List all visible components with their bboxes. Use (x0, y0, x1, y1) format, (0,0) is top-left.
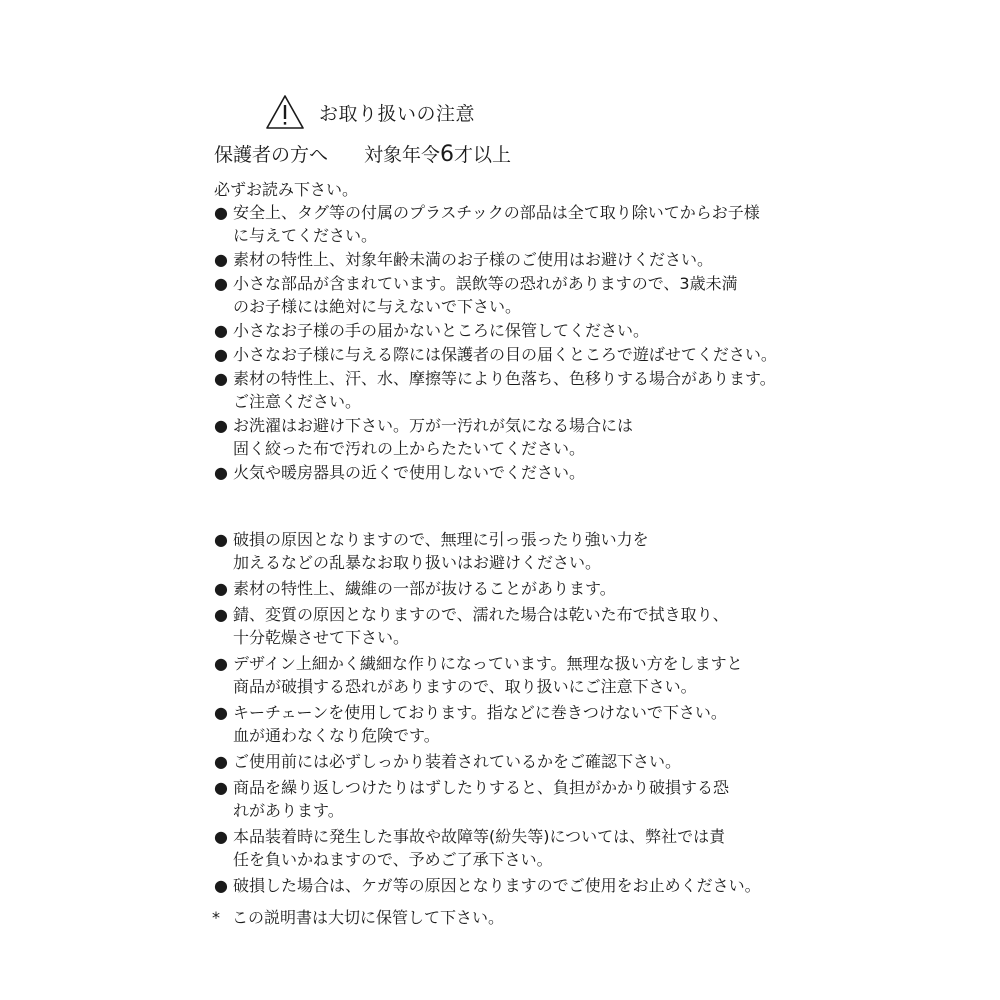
caution-item (214, 461, 777, 484)
caution-line: 商品が破損する恐れがありますので、取り扱いにご注意下さい。 (233, 677, 697, 696)
caution-line: 小さなお子様の手の届かないところに保管してください。 (233, 321, 650, 340)
footer-note (212, 905, 504, 928)
caution-item (214, 701, 761, 747)
bullet-icon: ● (214, 605, 228, 624)
caution-line: のお子様には絶対に与えないで下さい。 (233, 297, 522, 316)
caution-line: デザイン上細かく繊細な作りになっています。無理な扱い方をしますと (233, 654, 743, 673)
bullet-icon: ● (214, 463, 228, 482)
caution-line: 加えるなどの乱暴なお取り扱いはお避けください。 (233, 553, 602, 572)
guardian-label: 保護者の方へ (214, 144, 329, 166)
caution-line: 素材の特性上、汗、水、摩擦等により色落ち、色移りする場合があります。 (233, 369, 776, 388)
caution-line: に与えてください。 (233, 226, 378, 245)
bullet-icon: ● (214, 752, 228, 771)
caution-line: 素材の特性上、対象年齢未満のお子様のご使用はお避けください。 (233, 250, 714, 269)
caution-item-text (233, 248, 777, 271)
page-title: お取り扱いの注意 (319, 102, 476, 125)
caution-item (214, 414, 777, 460)
caution-line: 素材の特性上、繊維の一部が抜けることがあります。 (233, 579, 616, 598)
bullet-icon: ● (214, 654, 228, 673)
target-age-suffix: 才以上 (454, 144, 512, 166)
caution-item (214, 319, 777, 342)
caution-line: 錆、変質の原因となりますので、濡れた場合は乾いた布で拭き取り、 (233, 605, 729, 624)
bullet-icon: ● (214, 345, 228, 364)
caution-item (214, 874, 761, 897)
caution-line: 破損の原因となりますので、無理に引っ張ったり強い力を (233, 530, 649, 549)
caution-line: 任を負いかねますので、予めご了承下さい。 (233, 850, 553, 869)
caution-item-text (233, 367, 777, 413)
bullet-icon: ● (214, 321, 228, 340)
bullet-icon: ● (214, 274, 228, 293)
caution-line: 血が通わなくなり危険です。 (233, 726, 440, 745)
caution-item-text (233, 874, 761, 897)
bullet-icon: ● (214, 703, 228, 722)
caution-item-text (233, 750, 761, 773)
caution-item-text (233, 701, 761, 747)
title-row (265, 92, 475, 132)
caution-item (214, 776, 761, 822)
footer-asterisk: * (212, 908, 220, 927)
caution-line: 商品を繰り返しつけたりはずしたりすると、負担がかかり破損する恐 (233, 778, 730, 797)
bullet-icon: ● (214, 250, 228, 269)
caution-item (214, 577, 761, 600)
caution-line: 固く絞った布で汚れの上からたたいてください。 (233, 439, 586, 458)
caution-item-text (233, 776, 761, 822)
caution-item (214, 750, 761, 773)
bullet-icon: ● (214, 876, 228, 895)
bullet-icon: ● (214, 369, 228, 388)
guardian-notice (214, 140, 511, 167)
caution-item (214, 248, 777, 271)
caution-item (214, 343, 777, 366)
bullet-icon: ● (214, 203, 228, 222)
caution-item (214, 603, 761, 649)
caution-line: 破損した場合は、ケガ等の原因となりますのでご使用をお止めください。 (233, 876, 761, 895)
target-age-label (364, 144, 511, 166)
caution-item-text (233, 528, 761, 574)
caution-line: れがあります。 (233, 801, 344, 820)
caution-item (214, 652, 761, 698)
caution-item-text (233, 825, 761, 871)
caution-item-text (233, 272, 777, 318)
caution-list-handling (214, 528, 761, 900)
intro-text: 必ずお読み下さい。 (214, 180, 359, 199)
caution-item-text (233, 461, 777, 484)
caution-line: ご使用前には必ずしっかり装着されているかをご確認下さい。 (233, 752, 682, 771)
footer-text: この説明書は大切に保管して下さい。 (232, 908, 505, 927)
target-age-number: 6 (440, 142, 455, 167)
caution-item-text (233, 414, 777, 460)
caution-item (214, 272, 777, 318)
caution-item (214, 367, 777, 413)
bullet-icon: ● (214, 530, 228, 549)
caution-item (214, 825, 761, 871)
target-age-prefix: 対象年令 (364, 144, 441, 166)
caution-item-text (233, 577, 761, 600)
caution-line: お洗濯はお避け下さい。万が一汚れが気になる場合には (233, 416, 634, 435)
caution-line: 火気や暖房器具の近くで使用しないでください。 (233, 463, 586, 482)
caution-line: 小さな部品が含まれています。誤飲等の恐れがありますので、3歳未満 (233, 274, 738, 293)
caution-item-text (233, 603, 761, 649)
caution-line: 安全上、タグ等の付属のプラスチックの部品は全て取り除いてからお子様 (233, 203, 760, 222)
caution-item-text (233, 652, 761, 698)
caution-item-text (233, 201, 777, 247)
bullet-icon: ● (214, 579, 228, 598)
caution-line: 本品装着時に発生した事故や故障等(紛失等)については、弊社では責 (233, 827, 726, 846)
bullet-icon: ● (214, 778, 228, 797)
bullet-icon: ● (214, 827, 228, 846)
caution-list-children (214, 201, 777, 485)
caution-line: キーチェーンを使用しております。指などに巻きつけないで下さい。 (233, 703, 727, 722)
caution-item-text (233, 343, 777, 366)
bullet-icon: ● (214, 416, 228, 435)
warning-icon (265, 94, 305, 130)
caution-item (214, 201, 777, 247)
caution-line: 小さなお子様に与える際には保護者の目の届くところで遊ばせてください。 (233, 345, 777, 364)
caution-line: ご注意ください。 (233, 392, 362, 411)
caution-line: 十分乾燥させて下さい。 (233, 628, 410, 647)
caution-item-text (233, 319, 777, 342)
caution-item (214, 528, 761, 574)
